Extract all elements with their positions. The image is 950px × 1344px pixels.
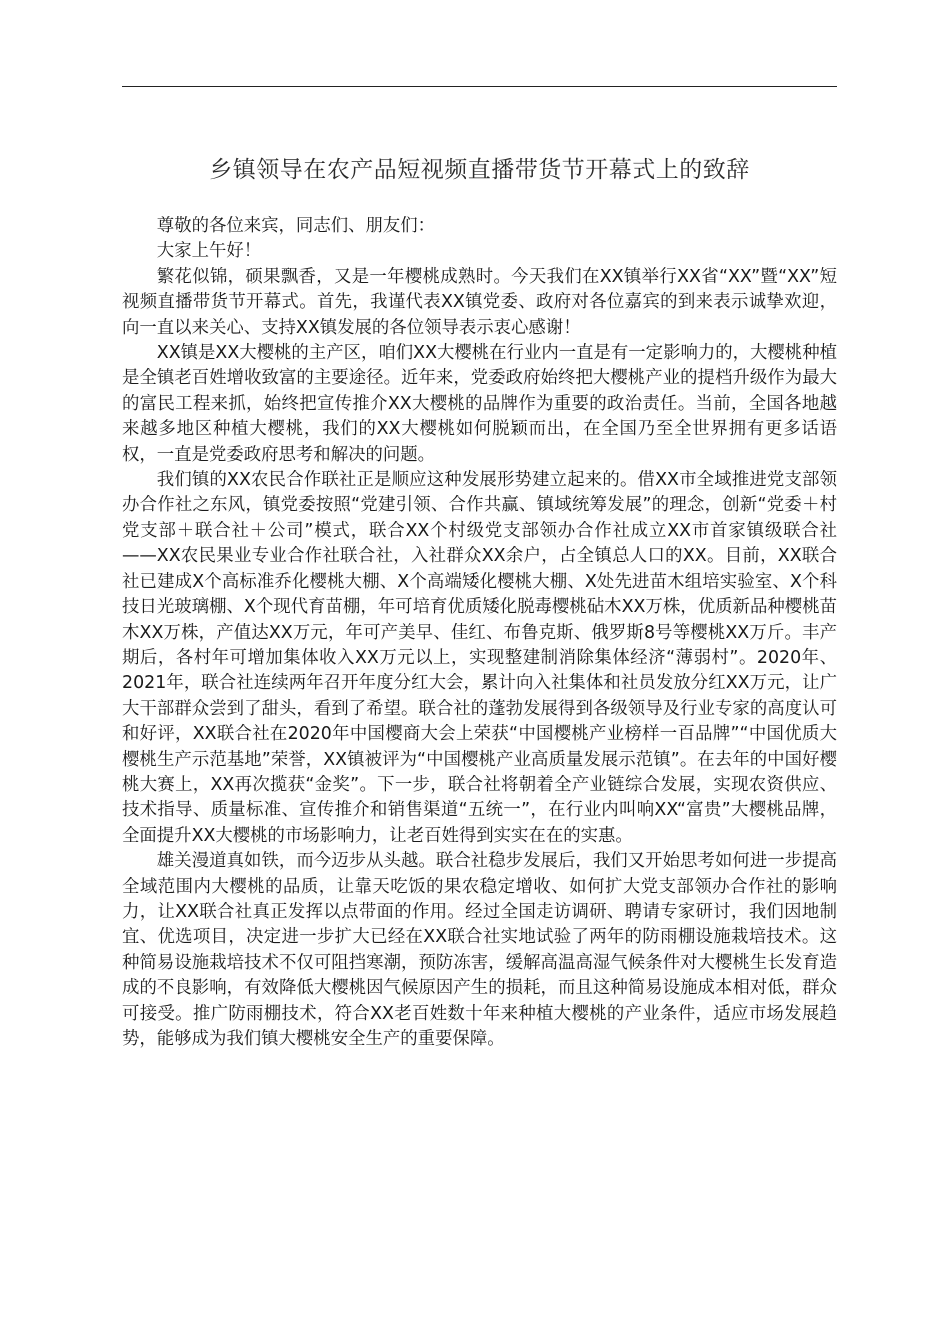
- paragraph-intro: 繁花似锦，硕果飘香，又是一年樱桃成熟时。今天我们在XX镇举行XX省“XX”暨“XX”短视频直播带货节开幕式。首先，我谨代表XX镇党委、政府对各位嘉宾的到来表示诚挚欢迎，向一直以来关心、支持XX镇发展的各位领导表示衷心感谢！: [122, 266, 837, 338]
- paragraph-cooperative: 我们镇的XX农民合作联社正是顺应这种发展形势建立起来的。借XX市全域推进党支部领办合作社之东风，镇党委按照“党建引领、合作共赢、镇域统筹发展”的理念，创新“党委＋村党支部＋联合社＋公司”模式，联合XX个村级党支部领办合作社成立XX市首家镇级联合社——XX农民果业专业合作社联合社，入社群众XX余户，占全镇总人口的XX。目前，XX联合社已建成X个高标准乔化樱桃大棚、X个高端矮化樱桃大棚、X处先进苗木组培实验室、X个科技日光玻璃棚、X个现代育苗棚，年可培育优质矮化脱毒樱桃砧木XX万株，优质新品种樱桃苗木XX万株，产值达XX万元，年可产美早、佳红、布鲁克斯、俄罗斯8号等樱桃XX万斤。丰产期后，各村年可增加集体收入XX万元以上，实现整建制消除集体经济“薄弱村”。2020年、2021年，联合社连续两年召开年度分红大会，累计向入社集体和社员发放分红XX万元，让广大干部群众尝到了甜头，看到了希望。联合社的蓬勃发展得到各级领导及行业专家的高度认可和好评，XX联合社在2020年中国樱商大会上荣获“中国樱桃产业榜样一百品牌”“中国优质大樱桃生产示范基地”荣誉，XX镇被评为“中国樱桃产业高质量发展示范镇”。在去年的中国好樱桃大赛上，XX再次揽获“金奖”。下一步，联合社将朝着全产业链综合发展，实现农资供应、技术指导、质量标准、宣传推介和销售渠道“五统一”，在行业内叫响XX“富贵”大樱桃品牌，全面提升XX大樱桃的市场影响力，让老百姓得到实实在在的实惠。: [122, 470, 837, 846]
- paragraph-outlook: 雄关漫道真如铁，而今迈步从头越。联合社稳步发展后，我们又开始思考如何进一步提高全域范围内大樱桃的品质，让靠天吃饭的果农稳定增收、如何扩大党支部领办合作社的影响力，让XX联合社真正发挥以点带面的作用。经过全国走访调研、聘请专家研讨，我们因地制宜、优选项目，决定进一步扩大已经在XX联合社实地试验了两年的防雨棚设施栽培技术。这种简易设施栽培技术不仅可阻挡寒潮，预防冻害，缓解高温高湿气候条件对大樱桃生长发育造成的不良影响，有效降低大樱桃因气候原因产生的损耗，而且这种简易设施成本相对低，群众可接受。推广防雨棚技术，符合XX老百姓数十年来种植大樱桃的产业条件，适应市场发展趋势，能够成为我们镇大樱桃安全生产的重要保障。: [122, 851, 837, 1049]
- paragraph-background: XX镇是XX大樱桃的主产区，咱们XX大樱桃在行业内一直是有一定影响力的，大樱桃种植是全镇老百姓增收致富的主要途径。近年来，党委政府始终把大樱桃产业的提档升级作为最大的富民工程来抓，始终把宣传推介XX大樱桃的品牌作为重要的政治责任。当前，全国各地越来越多地区种植大樱桃，我们的XX大樱桃如何脱颖而出，在全国乃至全世界拥有更多话语权，一直是党委政府思考和解决的问题。: [122, 343, 837, 465]
- document-title: 乡镇领导在农产品短视频直播带货节开幕式上的致辞: [209, 157, 750, 183]
- greeting: 大家上午好！: [156, 241, 262, 262]
- header-rule: [122, 86, 837, 87]
- salutation: 尊敬的各位来宾，同志们、朋友们：: [156, 216, 436, 236]
- document-body: [122, 214, 837, 1052]
